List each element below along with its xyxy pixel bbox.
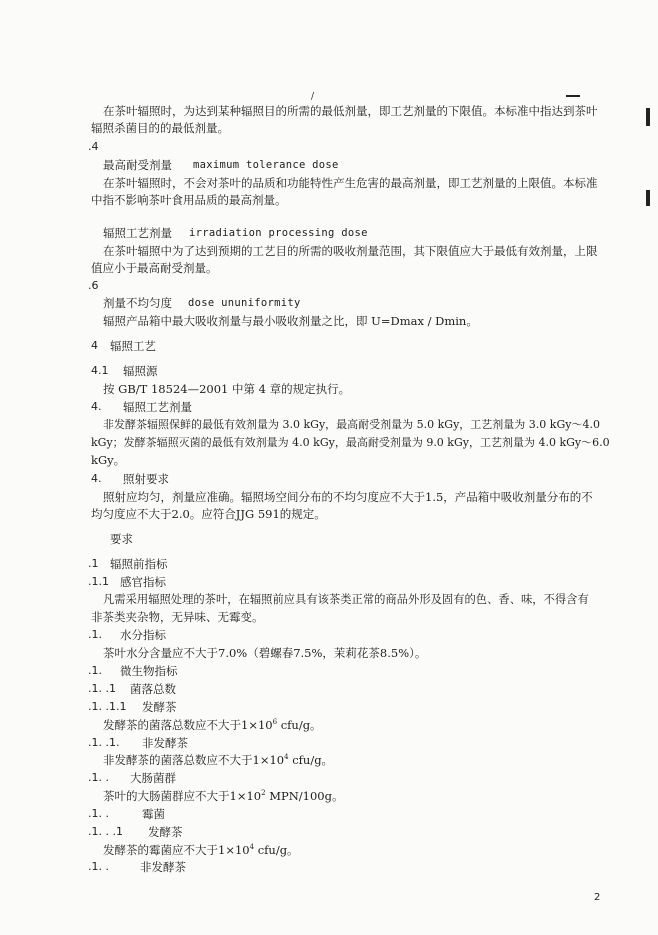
page-number: 2 [594, 892, 601, 903]
body-text: 在茶叶辐照时，为达到某种辐照目的所需的最低剂量，即工艺剂量的下限值。本标准中指达到茶叶 [103, 104, 598, 118]
body-text: kGy。 [91, 453, 126, 467]
body-text: 按 GB/T 18524—2001 中第 4 章的规定执行。 [103, 382, 351, 396]
clause-heading: 水分指标 [120, 628, 166, 642]
clause-heading: 大肠菌群 [130, 771, 176, 785]
clause-heading: 菌落总数 [130, 682, 176, 696]
clause-number: .1. .1. [88, 736, 120, 749]
scan-edge-mark [646, 108, 650, 126]
clause-number: 4.1 [91, 364, 109, 377]
body-text: 辐照产品箱中最大吸收剂量与最小吸收剂量之比，即 U=Dmax / Dmin。 [103, 314, 478, 328]
clause-number: .4 [88, 140, 99, 153]
clause-number: .1. [88, 628, 102, 641]
body-text: 辐照杀菌目的的最低剂量。 [91, 121, 229, 135]
clause-number: .1. . .1 [88, 825, 123, 838]
clause-heading: 微生物指标 [120, 664, 178, 678]
header-mark: / [311, 92, 315, 102]
clause-number: .1. [88, 664, 102, 677]
clause-heading: 照射要求 [123, 472, 169, 486]
clause-heading: 辐照源 [123, 364, 158, 378]
clause-heading: 辐照前指标 [110, 557, 168, 571]
clause-heading: 发酵茶 [148, 825, 183, 839]
clause-heading: 辐照工艺剂量 [123, 400, 192, 414]
term-heading: 辐照工艺剂量 [103, 226, 172, 240]
term-heading: 剂量不均匀度 [103, 296, 172, 310]
body-text: 茶叶水分含量应不大于7.0%（碧螺春7.5%，茉莉花茶8.5%）。 [103, 646, 427, 660]
clause-number: .1. .1 [88, 682, 116, 695]
body-text: 发酵茶的菌落总数应不大于$1\times 10^6$ cfu/g。 [103, 718, 322, 732]
section-number: 4 [91, 339, 98, 352]
clause-heading: 非发酵茶 [142, 736, 188, 750]
body-text: 非发酵茶的菌落总数应不大于$1\times 10^4$ cfu/g。 [103, 753, 334, 767]
clause-number: .1. . [88, 807, 109, 820]
body-text: 在茶叶辐照中为了达到预期的工艺目的所需的吸收剂量范围，其下限值应大于最低有效剂量，上限 [103, 244, 598, 258]
section-heading: 辐照工艺 [110, 339, 156, 353]
clause-heading: 非发酵茶 [140, 860, 186, 874]
clause-heading: 霉菌 [142, 807, 165, 821]
clause-number: 4. [91, 400, 102, 413]
body-text: 在茶叶辐照时，不会对茶叶的品质和功能特性产生危害的最高剂量，即工艺剂量的上限值。本标准 [103, 176, 598, 190]
body-text: 值应小于最高耐受剂量。 [91, 261, 218, 275]
body-text: 照射应均匀，剂量应准确。辐照场空间分布的不均匀度应不大于1.5，产品箱中吸收剂量分布的不 [103, 490, 593, 504]
clause-number: .1. .1.1 [88, 700, 127, 713]
body-text: 非发酵茶辐照保鲜的最低有效剂量为 3.0 kGy，最高耐受剂量为 5.0 kGy，工艺剂量为 3.0 kGy～4.0 [103, 418, 600, 431]
body-text: 发酵茶的霉菌应不大于$1\times 10^4$ cfu/g。 [103, 843, 299, 857]
clause-heading: 感官指标 [120, 575, 166, 589]
body-text: 均匀度应不大于2.0。应符合JJG 591的规定。 [91, 507, 326, 521]
body-text: 中指不影响茶叶食用品质的最高剂量。 [91, 193, 287, 207]
scan-edge-mark [646, 190, 650, 206]
body-text: 非茶类夹杂物，无异味、无霉变。 [91, 610, 264, 624]
term-english: maximum tolerance dose [193, 159, 339, 171]
term-heading: 最高耐受剂量 [103, 158, 172, 172]
clause-number: .1 [88, 557, 99, 570]
section-heading: 要求 [110, 532, 133, 546]
body-text: kGy；发酵茶辐照灭菌的最低有效剂量为 4.0 kGy，最高耐受剂量为 9.0 kGy，工艺剂量为 4.0 kGy～6.0 [91, 436, 610, 449]
clause-number: 4. [91, 472, 102, 485]
term-english: dose ununiformity [188, 297, 301, 309]
clause-number: .6 [88, 279, 99, 292]
term-english: irradiation processing dose [189, 227, 368, 239]
clause-number: .1.1 [88, 575, 109, 588]
header-dash [566, 95, 580, 97]
clause-heading: 发酵茶 [142, 700, 177, 714]
clause-number: .1. . [88, 860, 109, 873]
clause-number: .1. . [88, 771, 109, 784]
body-text: 凡需采用辐照处理的茶叶，在辐照前应具有该茶类正常的商品外形及固有的色、香、味，不得含有 [103, 593, 589, 606]
body-text: 茶叶的大肠菌群应不大于$1\times 10^2$ MPN/100g。 [103, 789, 344, 803]
